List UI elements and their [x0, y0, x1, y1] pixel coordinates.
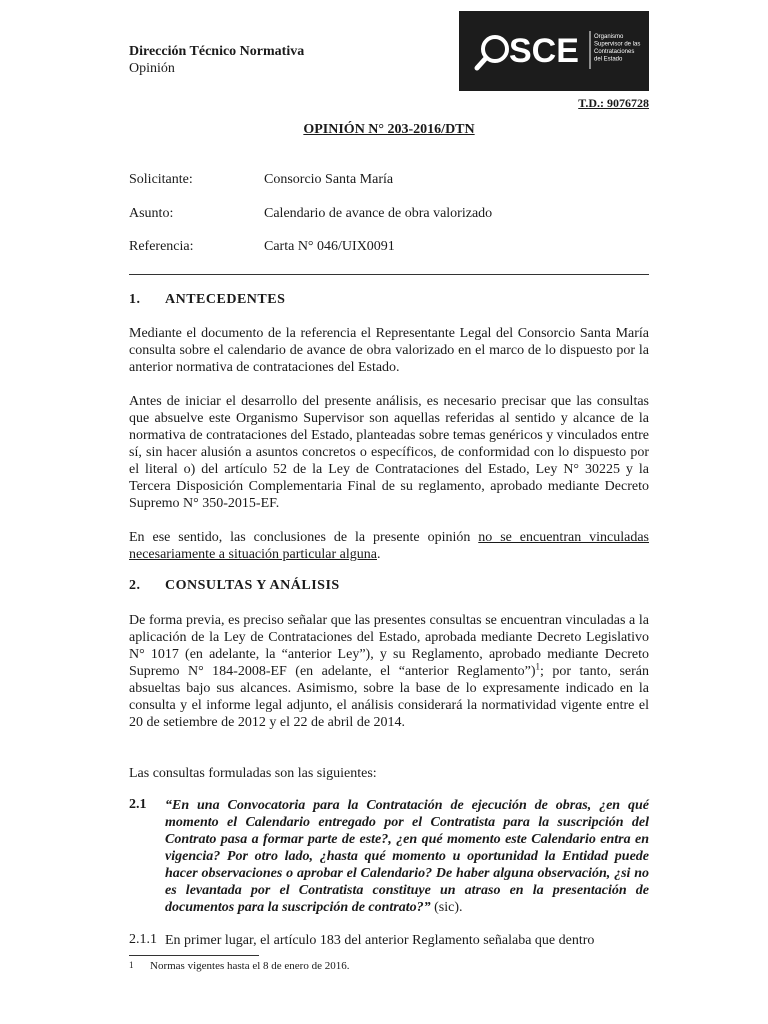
osce-logo [459, 11, 649, 91]
document-title: OPINIÓN N° 203-2016/DTN [303, 122, 475, 137]
section-title: ANTECEDENTES [165, 292, 286, 307]
logo-wordmark: SCE [509, 32, 579, 70]
footnote-text: Normas vigentes hasta el 8 de enero de 2016. [150, 960, 350, 972]
subsection-number: 2.1.1 [129, 932, 157, 947]
meta-value: Calendario de avance de obra valorizado [264, 206, 493, 221]
meta-label: Referencia: [129, 239, 194, 254]
meta-value: Consorcio Santa María [264, 172, 394, 187]
section-title: CONSULTAS Y ANÁLISIS [165, 578, 340, 593]
paragraph-3-underlined: no se encuentran vinculadas necesariamente a situación particular alguna [129, 530, 649, 562]
question-text [165, 797, 649, 916]
footnote-mark: 1 [129, 960, 134, 970]
paragraph-4 [129, 612, 649, 731]
meta-value: Carta N° 046/UIX0091 [264, 239, 395, 254]
meta-label: Solicitante: [129, 172, 193, 187]
department-subtitle: Opinión [129, 61, 175, 76]
question-sic: (sic). [434, 900, 463, 915]
section-number: 1. [129, 292, 141, 307]
paragraph-3-lead: En ese sentido, las conclusiones de la presente opinión [129, 530, 479, 545]
paragraph-4-part-a: De forma previa, es preciso señalar que las presentes consultas se encuentran vinculadas a la aplicación de la Ley de Contrataciones del Estado, aprobada mediante Decreto Legislativo N° 1017 (en adelante, la “anterior Ley”), y su Reglamento, aprobado mediante Decreto Supremo N° 184-2008-EF (en adelante, el “anterior Reglamento”) [129, 613, 649, 679]
footnote-divider [129, 955, 259, 956]
header-divider [129, 274, 649, 275]
meta-label: Asunto: [129, 206, 174, 221]
subsection-text: En primer lugar, el artículo 183 del anterior Reglamento señalaba que dentro [165, 933, 595, 948]
paragraph-5: Las consultas formuladas son las siguientes: [129, 766, 377, 781]
question-number: 2.1 [129, 797, 147, 812]
osce-logo-graphic [459, 11, 649, 91]
paragraph-2: Antes de iniciar el desarrollo del presente análisis, es necesario precisar que las consultas que absuelve este Organismo Supervisor son aquellas referidas al sentido y alcance de la normativa de contrataciones del Estado, planteadas sobre temas genéricos y vinculados entre sí, sin hacer alusión a asuntos concretos o específicos, de conformidad con lo dispuesto por el literal o) del artículo 52 de la Ley de Contrataciones del Estado, Ley N° 30225 y la Tercera Disposición Complementaria Final de su reglamento, aprobado mediante Decreto Supremo N° 350-2015-EF. [129, 394, 649, 511]
question-quote: “En una Convocatoria para la Contratación de ejecución de obras, ¿en qué momento el Calendario entregado por el Contratista para la suscripción del Contrato pasa a formar parte de este?, ¿en qué momento este Calendario entra en vigencia? Por otro lado, ¿hasta qué momento u oportunidad la Entidad puede hacer observaciones o aprobar el Calendario? De haber alguna observación, ¿si no es levantada por el Contratista constituye un atraso en la presentación de documentos para la suscripción de contrato?” [165, 798, 649, 915]
logo-tagline: Organismo Supervisor de las Contrataciones del Estado [594, 34, 641, 63]
paragraph-3-end: . [377, 547, 381, 562]
tramite-number: T.D.: 9076728 [578, 96, 649, 110]
paragraph-4-part-b: ; por tanto, serán absueltas bajo sus alcances. Asimismo, sobre la base de lo expresamente indicado en la consulta y el informe legal adjunto, el análisis considerará la normatividad vigente entre el 20 de setiembre de 2012 y el 22 de abril de 2014. [129, 664, 649, 730]
department-title: Dirección Técnico Normativa [129, 44, 305, 59]
paragraph-1: Mediante el documento de la referencia el Representante Legal del Consorcio Santa María consulta sobre el calendario de avance de obra valorizado en el marco de lo dispuesto por la anterior normativa de contrataciones del Estado. [129, 326, 649, 375]
paragraph-3 [129, 529, 649, 563]
section-number: 2. [129, 578, 141, 593]
footnote-reference: 1 [535, 661, 541, 672]
